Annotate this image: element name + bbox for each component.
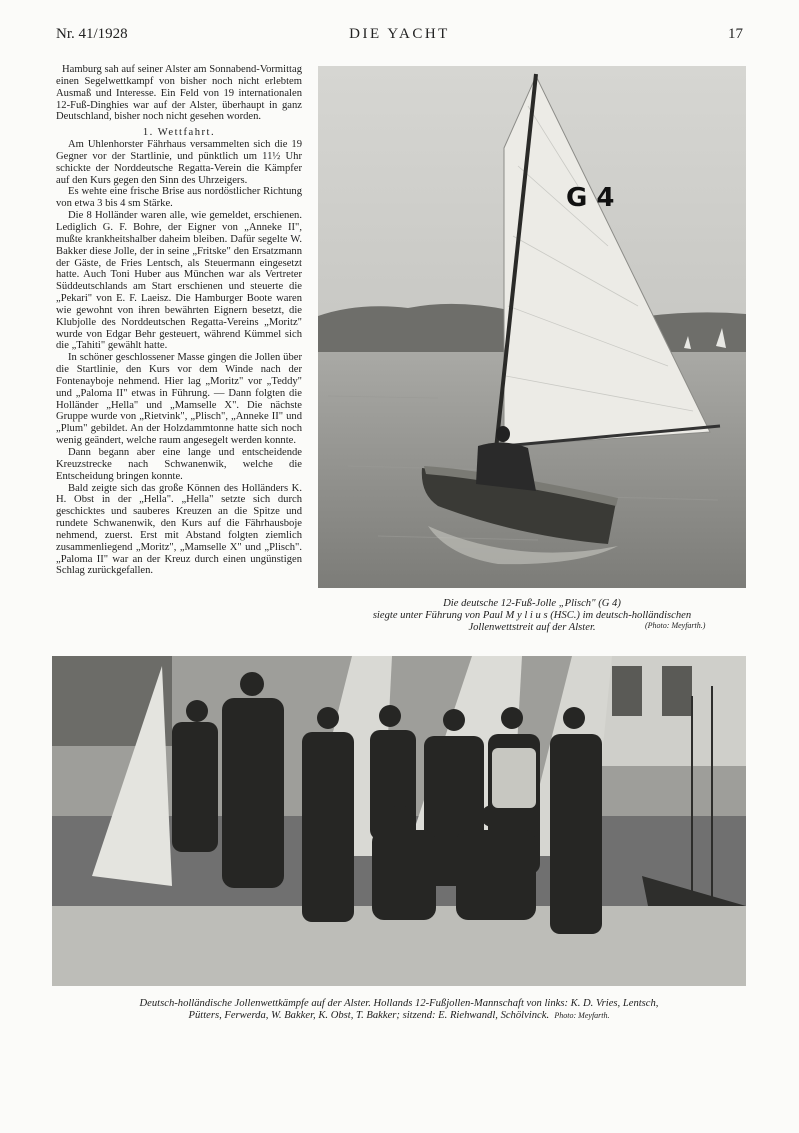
photo-credit: Photo: Meyfarth. (554, 1010, 610, 1020)
journal-title: DIE YACHT (349, 26, 450, 42)
issue-number: Nr. 41/1928 (56, 26, 128, 42)
caption-line (52, 1010, 746, 1022)
article-paragraph: Dann begann aber eine lange und entscheidende Kreuzstrecke nach Schwanenwik, welche die Entscheidung bringen konnte. (56, 447, 302, 482)
article-paragraph: In schöner geschlossener Masse gingen die Jollen über die Startlinie, den Kurs vor dem Winde nach der Fontenayboje nehmend. Hier lag „Moritz" vor „Teddy" und „Paloma II" etwas in Führung. — Dann folgten die Holländer „Hella" und „Mamselle X". Die nächste Gruppe wurde von „Rietvink", „Plisch", „Anneke II" und „Plum" gebildet. An der Holzdammtonne hatte sich noch wenig geändert, welche raum angesegelt werden konnte. (56, 352, 302, 447)
team-group-photo (52, 656, 746, 986)
article-column (56, 64, 302, 577)
top-photo-caption (318, 598, 746, 633)
article-paragraph: Bald zeigte sich das große Können des Holländers K. H. Obst in der „Hella". „Hella" setzte sich durch geschicktes und sauberes Kreuzen an die Spitze und rundete Schwanenwik, den Kurs auf die Fährhausboje nehmend, zuerst. Erst mit Abstand folgten ziemlich zusammenliegend „Moritz", „Mamselle X" und „Plisch". „Paloma II" war an der Kreuz durch einen ungünstigen Schlag zurückgefallen. (56, 482, 302, 577)
article-paragraph: Die 8 Holländer waren alle, wie gemeldet, erschienen. Lediglich G. F. Bohre, der Eigner von „Anneke II", mußte krankheitshalber daheim bleiben. Dafür segelte W. Bakker diese Jolle, der in seine „Fritske" den Ersatzmann der Gäste, de Fries Lentsch, als Steuermann eingesetzt hatte. Auch Toni Huber aus München war als Vertreter Süddeutschlands am Start erschienen und steuerte die „Pekari" von E. F. Laeisz. Die Hamburger Boote waren wie gewohnt von ihren bewährten Eignern besetzt, die Klubjolle des Norddeutschen Regatta-Vereins „Moritz" wurde von Edgar Behr gesteuert, während Kümmel sich die „Tahiti" gewählt hatte. (56, 210, 302, 352)
caption-line: siegte unter Führung von Paul M y l i u s (HSC.) im deutsch-holländischen (372, 609, 692, 621)
sailing-dinghy-photo (318, 66, 746, 588)
caption-line: Deutsch-holländische Jollenwettkämpfe auf der Alster. Hollands 12-Fußjollen-Mannschaft von links: K. D. Vries, Lentsch, (139, 998, 659, 1009)
caption-line: Jollenwettstreit auf der Alster. (468, 621, 596, 633)
bottom-photo-caption (52, 998, 746, 1022)
article-intro: Hamburg sah auf seiner Alster am Sonnabend-Vormittag einen Segelwettkampf von bisher noch nicht erlebtem Ausmaß und Interesse. Ein Feld von 19 internationalen 12-Fuß-Dinghies war auf der Alster, überhaupt in ganz Deutschland, bisher noch nicht gesehen worden. (56, 64, 302, 123)
article-paragraph: Am Uhlenhorster Fährhaus versammelten sich die 19 Gegner vor der Startlinie, und pünktlich um 11½ Uhr schickte der Norddeutsche Regatta-Verein die Kämpfer auf den Kurs gegen den Sinn des Uhrzeigers. (56, 139, 302, 186)
page-number: 17 (728, 26, 743, 42)
photo-credit: (Photo: Meyfarth.) (645, 621, 706, 630)
section-heading: 1. Wettfahrt. (142, 127, 216, 139)
caption-line: Die deutsche 12-Fuß-Jolle „Plisch" (G 4) (443, 598, 621, 609)
caption-text: Pütters, Ferwerda, W. Bakker, K. Obst, T. Bakker; sitzend: E. Riehwandl, Schölvinck. (188, 1009, 550, 1021)
article-paragraph: Es wehte eine frische Brise aus nordöstlicher Richtung von etwa 3 bis 4 sm Stärke. (56, 186, 302, 210)
sail-number: G 4 (566, 183, 615, 213)
sailing-dinghy-illustration (318, 66, 746, 588)
team-group-illustration (52, 656, 746, 986)
